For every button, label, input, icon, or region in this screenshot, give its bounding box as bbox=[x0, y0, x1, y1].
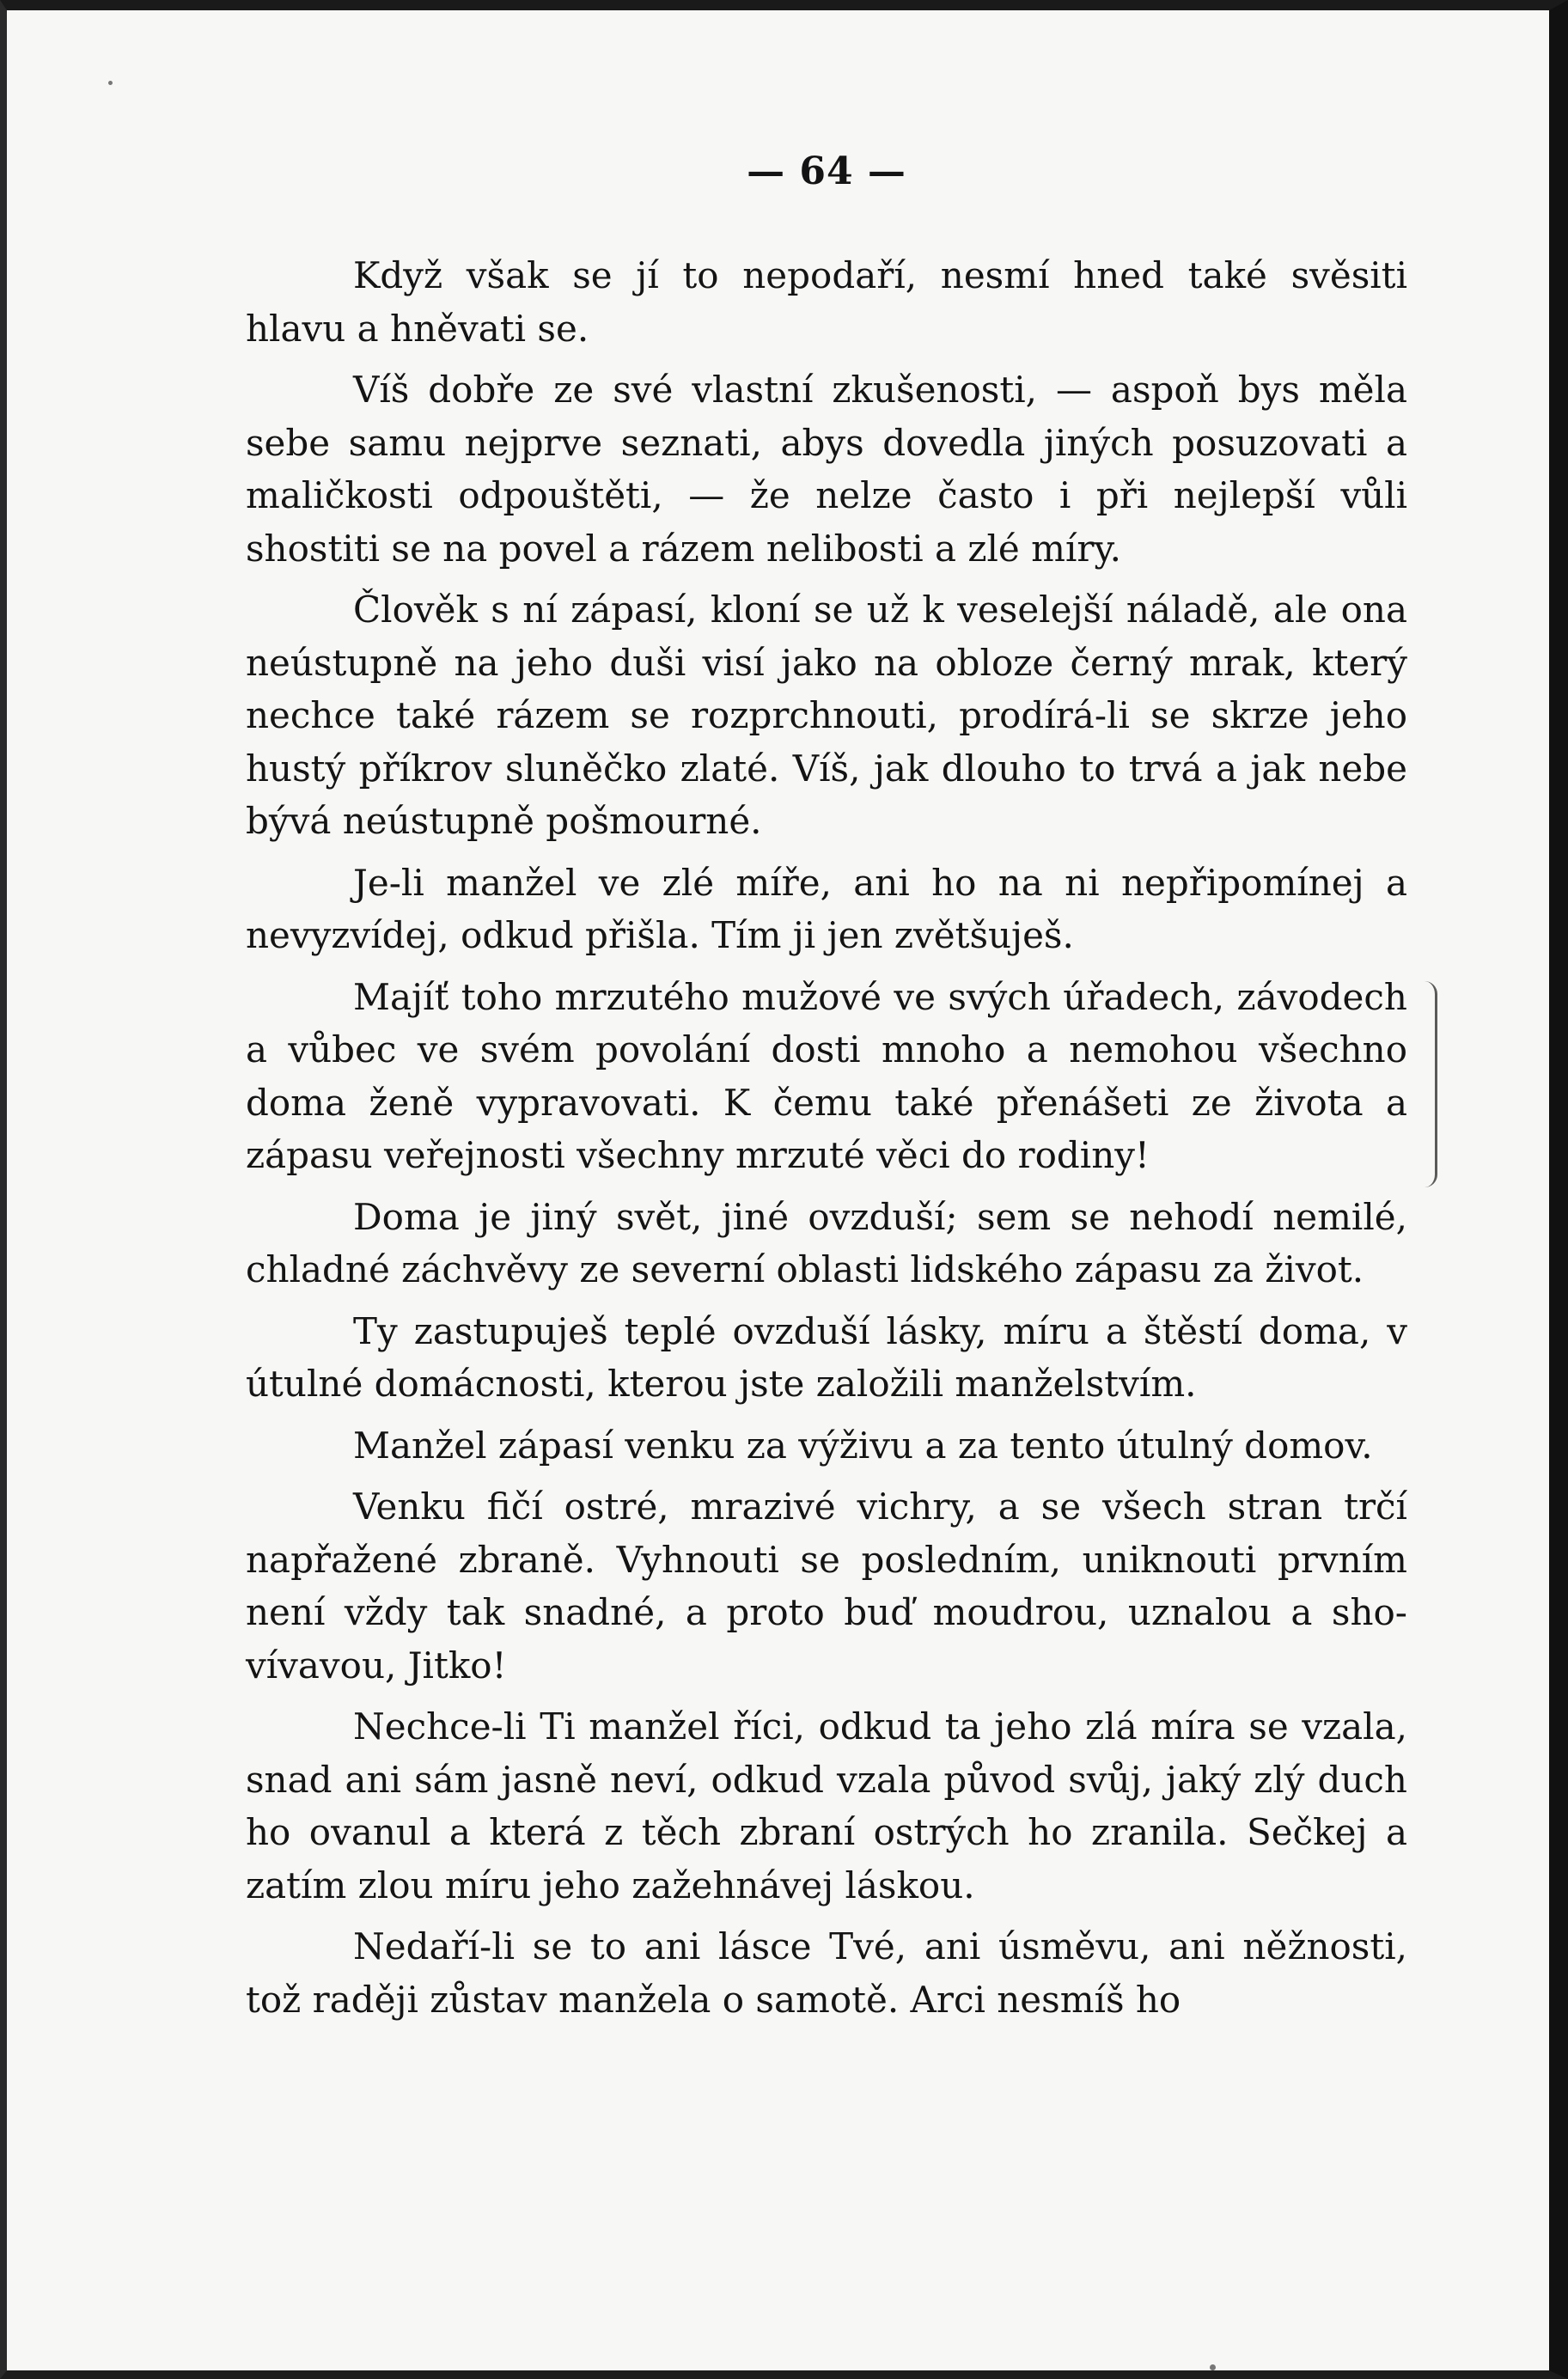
margin-pencil-mark bbox=[1425, 981, 1437, 1187]
scan-speck bbox=[1210, 2364, 1216, 2370]
paragraph: Nechce-li Ti manžel říci, odkud ta jeho zlá míra se vzala, snad ani sám jasně neví, odkud vzala původ svůj, jaký zlý duch ho ovanul a která z těch zbraní ostrých ho zranila. Sečkej a zatím zlou míru jeho zažehnávej láskou. bbox=[246, 1705, 1407, 1906]
paragraph: Manžel zápasí venku za výživu a za tento útulný domov. bbox=[353, 1424, 1373, 1467]
paragraph: Doma je jiný svět, jiné ovzduší; sem se nehodí nemilé, chladné záchvěvy ze severní oblasti lidského zápasu za život. bbox=[246, 1195, 1407, 1290]
paragraph: Člověk s ní zápasí, kloní se už k veselejší náladě, ale ona neústupně na jeho duši visí jako na obloze černý mrak, který nechce také rázem se rozprchnouti, prodírá-li se skrze jeho hustý příkrov sluněčko zlaté. Víš, jak dlouho to trvá a jak nebe bývá neústupně pošmourné. bbox=[246, 589, 1407, 842]
paragraph: Když však se jí to nepodaří, nesmí hned také svěsiti hlavu a hněvati se. bbox=[246, 254, 1407, 350]
page-number: — 64 — bbox=[747, 149, 906, 193]
paragraph: Venku fičí ostré, mrazivé vichry, a se všech stran trčí napřažené zbraně. Vyhnouti se posledním, uniknouti prvním není vždy tak snadné, a proto buď moudrou, uznalou a shovívavou, Jitko! bbox=[246, 1485, 1407, 1687]
page-body bbox=[246, 146, 1407, 2034]
paragraph: Ty zastupuješ teplé ovzduší lásky, míru a štěstí doma, v útulné domácnosti, kterou jste založili manželstvím. bbox=[246, 1309, 1407, 1405]
paragraph: Nedaří-li se to ani lásce Tvé, ani úsměvu, ani něžnosti, tož raději zůstav manžela o samotě. Arci nesmíš ho bbox=[246, 1925, 1407, 2021]
scan-speck bbox=[108, 81, 113, 85]
paragraph: Majíť toho mrzutého mužové ve svých úřadech, závodech a vůbec ve svém povolání dosti mnoho a nemohou všechno doma ženě vypravovati. K čemu také přenášeti ze života a zápasu veřejnosti všechny mrzuté věci do rodiny! bbox=[246, 975, 1407, 1176]
paragraph: Je-li manžel ve zlé míře, ani ho na ni nepřipomínej a nevyzvídej, odkud přišla. Tím ji jen zvětšuješ. bbox=[246, 861, 1407, 956]
paragraph: Víš dobře ze své vlastní zkušenosti, — aspoň bys měla sebe samu nejprve seznati, abys dovedla jiných posuzovati a maličkosti odpouštěti, — že nelze často i při nejlepší vůli shostiti se na povel a rázem nelibosti a zlé míry. bbox=[246, 369, 1407, 570]
